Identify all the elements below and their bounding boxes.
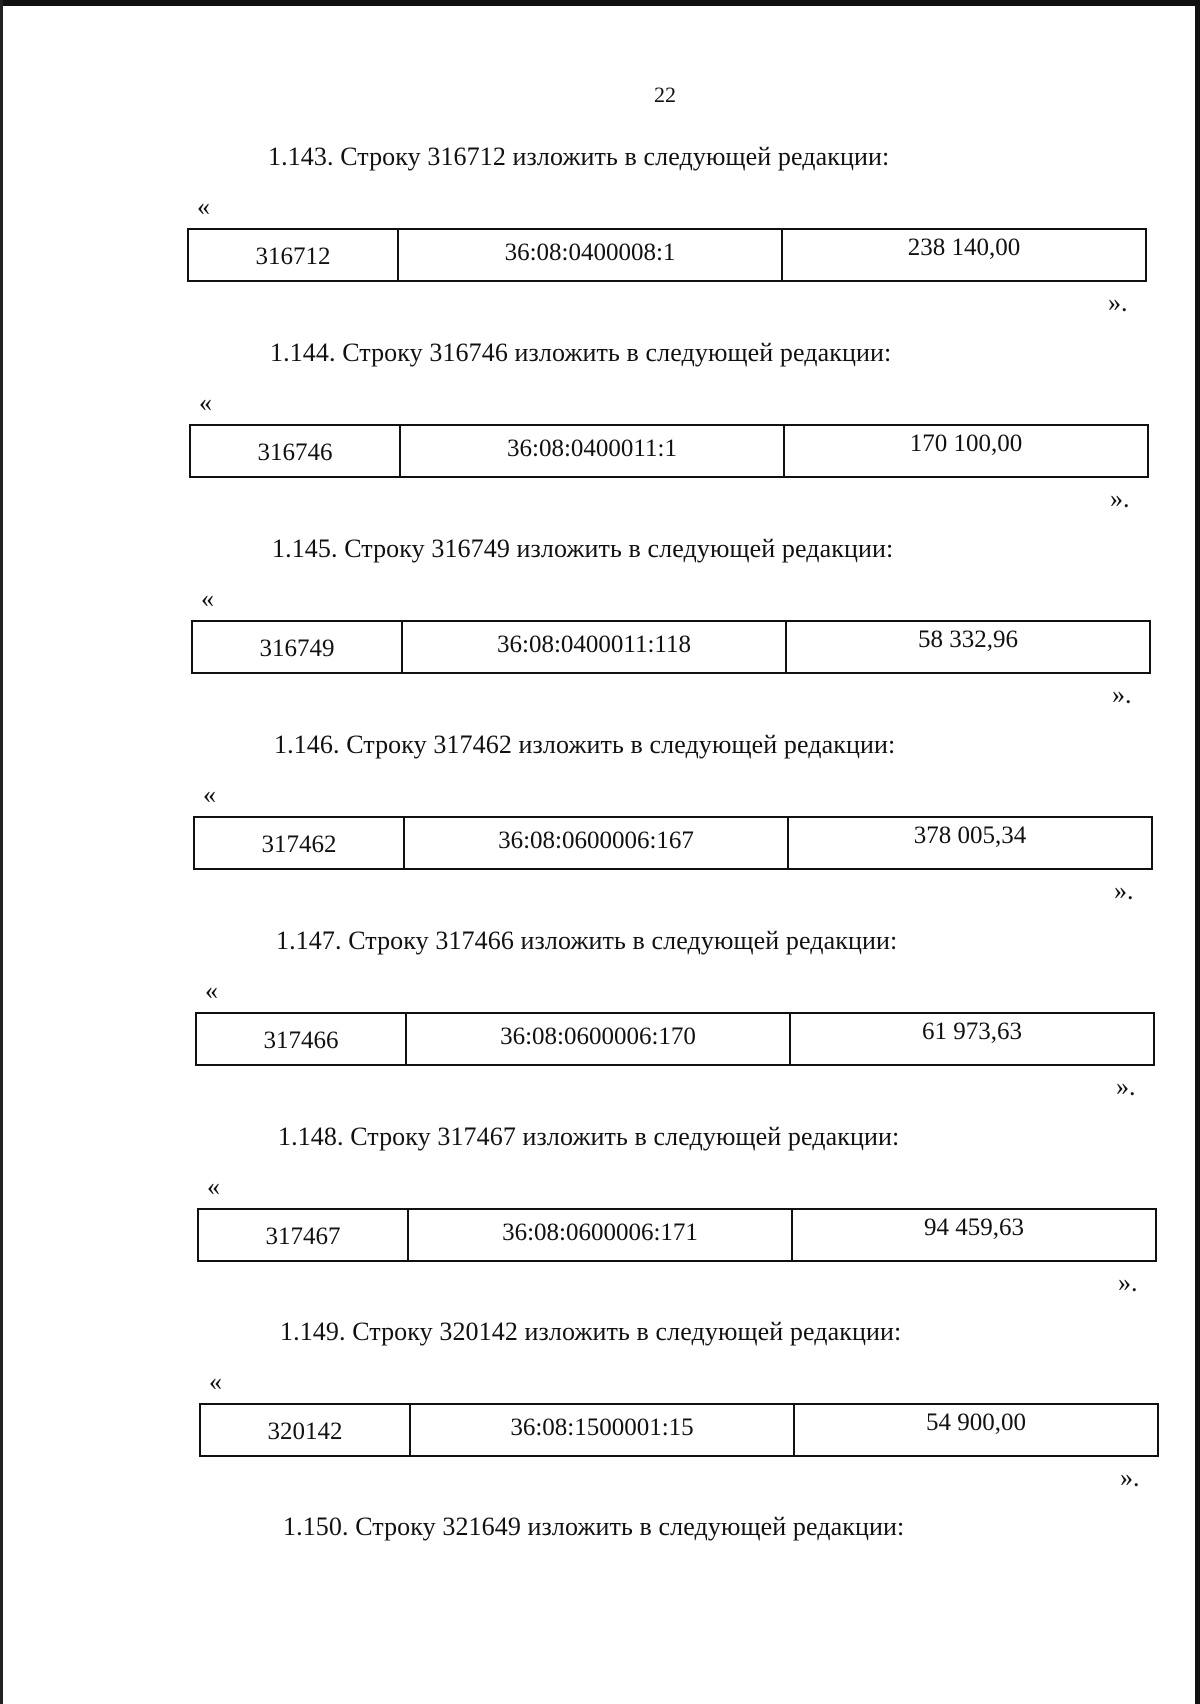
open-quote: « (209, 1367, 222, 1396)
amendment-heading: 1.143. Строку 316712 изложить в следующей редакции: (268, 142, 890, 171)
amendment-row-table (189, 424, 1149, 478)
row-number-cell: 317462 (195, 818, 405, 868)
value-cell: 54 900,00 (926, 1409, 1026, 1436)
cadastral-number-cell: 36:08:0400008:1 (399, 230, 783, 280)
amendment-section (0, 1512, 1200, 1702)
amendment-row-table (199, 1403, 1159, 1457)
amendment-row-table (191, 620, 1151, 674)
row-number-cell: 316712 (189, 230, 399, 280)
close-quote: ». (1108, 288, 1128, 317)
value-cell: 170 100,00 (909, 430, 1023, 457)
amendment-row-table (187, 228, 1147, 282)
amendment-heading: 1.144. Строку 316746 изложить в следующей редакции: (270, 338, 892, 367)
row-number-cell: 317466 (197, 1014, 407, 1064)
close-quote: ». (1114, 876, 1134, 905)
cadastral-number-cell: 36:08:0600006:167 (405, 818, 789, 868)
amendment-heading: 1.146. Строку 317462 изложить в следующей редакции: (274, 730, 896, 759)
close-quote: ». (1112, 680, 1132, 709)
amendment-section (0, 1122, 1200, 1312)
amendment-section (0, 534, 1200, 724)
close-quote: ». (1116, 1072, 1136, 1101)
amendment-section (0, 730, 1200, 920)
amendment-heading: 1.149. Строку 320142 изложить в следующей редакции: (280, 1317, 902, 1346)
close-quote: ». (1120, 1463, 1140, 1492)
value-cell: 378 005,34 (913, 822, 1027, 849)
row-number-cell: 320142 (201, 1405, 411, 1455)
open-quote: « (201, 584, 214, 613)
page-number: 22 (654, 82, 676, 107)
open-quote: « (199, 388, 212, 417)
amendment-row-table (193, 816, 1153, 870)
value-cell: 94 459,63 (924, 1214, 1024, 1241)
open-quote: « (197, 192, 210, 221)
cadastral-number-cell: 36:08:0400011:1 (401, 426, 785, 476)
value-cell: 58 332,96 (918, 626, 1018, 653)
amendment-row-table (197, 1208, 1157, 1262)
amendment-heading: 1.150. Строку 321649 изложить в следующей редакции: (283, 1512, 905, 1541)
open-quote: « (205, 976, 218, 1005)
value-cell: 61 973,63 (922, 1018, 1022, 1045)
close-quote: ». (1118, 1268, 1138, 1297)
cadastral-number-cell: 36:08:1500001:15 (411, 1405, 795, 1455)
cadastral-number-cell: 36:08:0400011:118 (403, 622, 787, 672)
amendment-section (0, 142, 1200, 332)
amendment-section (0, 926, 1200, 1116)
amendment-row-table (195, 1012, 1155, 1066)
amendment-section (0, 1317, 1200, 1507)
amendment-heading: 1.147. Строку 317466 изложить в следующей редакции: (276, 926, 898, 955)
row-number-cell: 316746 (191, 426, 401, 476)
scan-border-top (0, 0, 1200, 6)
amendment-heading: 1.145. Строку 316749 изложить в следующей редакции: (272, 534, 894, 563)
value-cell: 238 140,00 (907, 234, 1021, 261)
row-number-cell: 316749 (193, 622, 403, 672)
row-number-cell: 317467 (199, 1210, 409, 1260)
cadastral-number-cell: 36:08:0600006:171 (409, 1210, 793, 1260)
open-quote: « (203, 780, 216, 809)
close-quote: ». (1110, 484, 1130, 513)
cadastral-number-cell: 36:08:0600006:170 (407, 1014, 791, 1064)
amendment-heading: 1.148. Строку 317467 изложить в следующей редакции: (278, 1122, 900, 1151)
open-quote: « (207, 1172, 220, 1201)
amendment-section (0, 338, 1200, 528)
